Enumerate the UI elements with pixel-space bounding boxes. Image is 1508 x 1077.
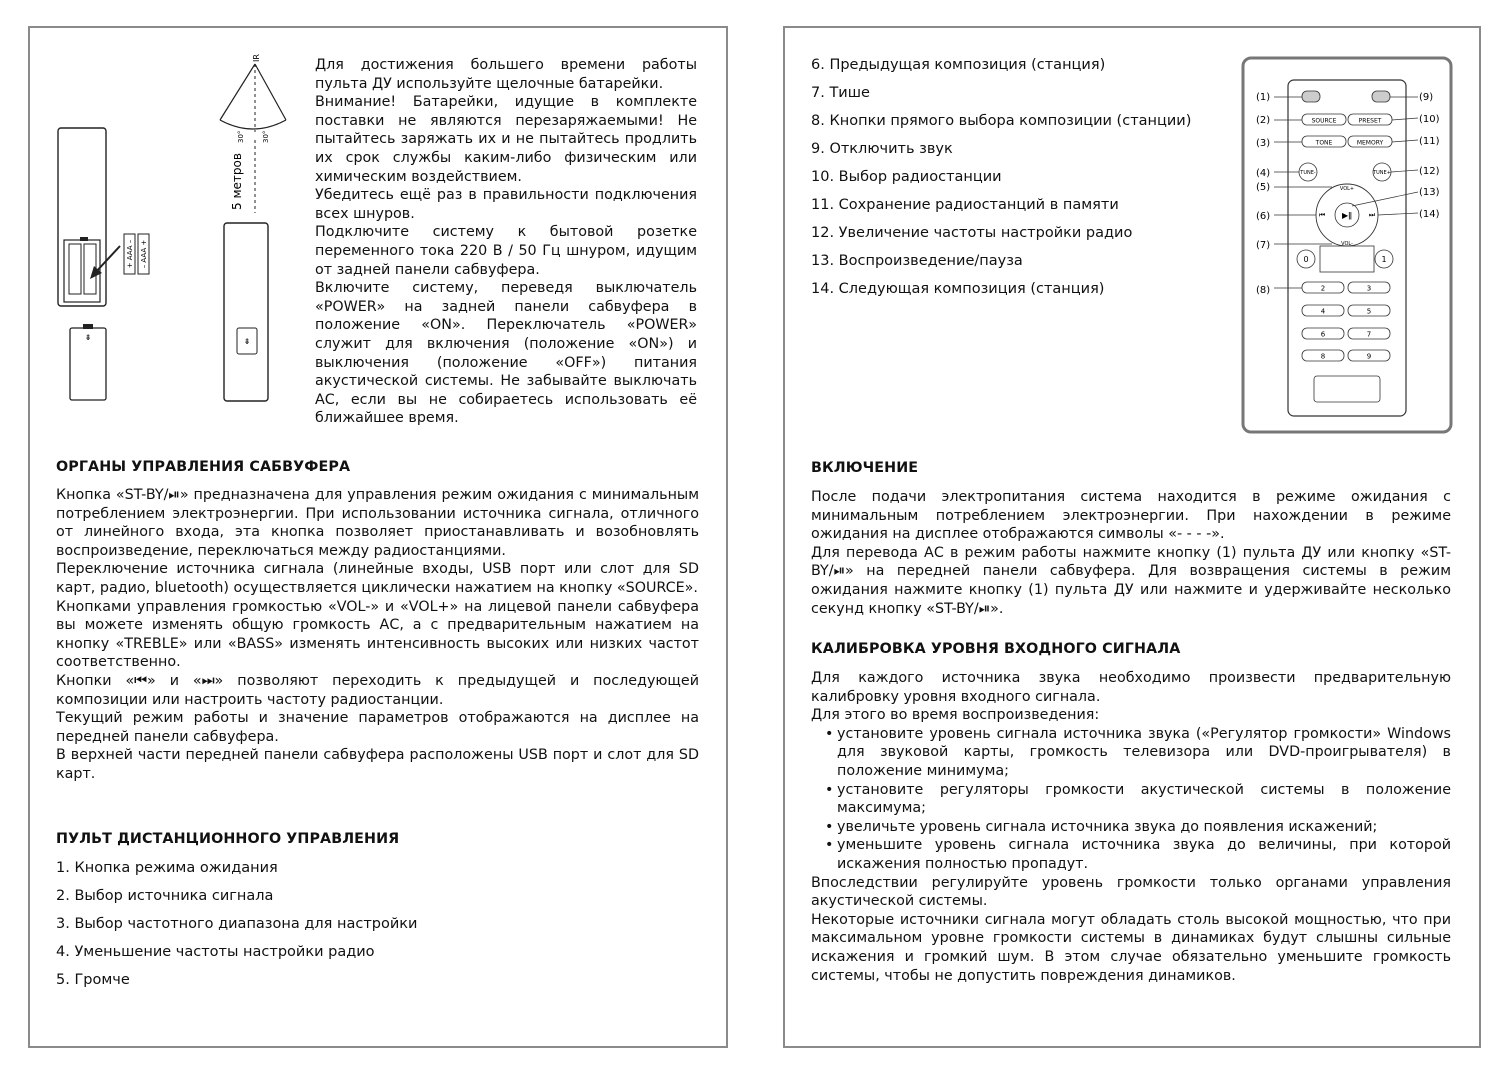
callout-13: (13) <box>1419 187 1440 198</box>
tune-minus-label: TUNE- <box>1300 170 1316 176</box>
controls-title: ОРГАНЫ УПРАВЛЕНИЯ САБВУФЕРА <box>56 459 351 475</box>
mute-button[interactable] <box>1372 91 1390 102</box>
digit-6-label: 6 <box>1320 330 1326 339</box>
digit-9-label: 9 <box>1366 352 1372 361</box>
remote-symbol-icon: ⇟ <box>243 337 251 346</box>
vol-plus-label[interactable]: VOL+ <box>1339 186 1355 192</box>
distance-label: 5 метров <box>230 153 244 210</box>
controls-paragraph: В верхней части передней панели сабвуфера расположены USB порт и слот для SD карт. <box>56 747 699 782</box>
calib-intro: Для каждого источника звука необходимо произвести предварительную калибровку уровня входного сигнала. <box>811 670 1451 705</box>
callout-1: (1) <box>1256 92 1271 103</box>
battery-cell-shape <box>69 244 81 294</box>
lid-latch-shape <box>83 324 93 329</box>
calib-intro: Для этого во время воспроизведения: <box>811 707 1100 724</box>
callout-12: (12) <box>1419 166 1440 177</box>
remote-list-item: 3. Выбор частотного диапазона для настройки <box>56 916 418 932</box>
memory-label: MEMORY <box>1356 139 1384 147</box>
remote-list-item: 11. Сохранение радиостанций в памяти <box>811 197 1119 213</box>
callout-9: (9) <box>1419 92 1434 103</box>
controls-paragraph: Переключение источника сигнала (линейные входы, USB порт или слот для SD карт, радио, bluetooth) осуществляется циклически нажатием на кнопку «SOURCE». <box>56 561 699 596</box>
battery-label-1: + AAA – <box>126 239 134 269</box>
remote-list-item: 5. Громче <box>56 972 130 988</box>
intro-text-block <box>315 56 697 428</box>
play-pause-icon: ▶ǁ <box>1341 211 1353 220</box>
remote-title: ПУЛЬТ ДИСТАНЦИОННОГО УПРАВЛЕНИЯ <box>56 831 400 847</box>
controls-paragraph: Кнопки «⏮» и «⏭» позволяют переходить к предыдущей и последующей композиции или настроить частоту радиостанции. <box>56 672 699 708</box>
ir-cone-arc <box>220 120 286 129</box>
remote-diagram <box>1240 56 1456 436</box>
remote-list-item: 2. Выбор источника сигнала <box>56 888 274 904</box>
callout-6: (6) <box>1256 211 1271 222</box>
digit-3-label: 3 <box>1366 284 1372 293</box>
remote-bottom-panel <box>1314 376 1380 402</box>
tone-label: TONE <box>1315 139 1333 147</box>
callout-14: (14) <box>1419 209 1440 220</box>
remote-list-item: 14. Следующая композиция (станция) <box>811 281 1105 297</box>
intro-paragraph: Подключите систему к бытовой розетке переменного тока 220 В / 50 Гц шнуром, идущим от задней панели сабвуфера. <box>315 224 697 278</box>
remote-body-shape <box>1288 80 1406 416</box>
remote-list-item: 12. Увеличение частоты настройки радио <box>811 225 1133 241</box>
battery-ir-figure <box>50 48 305 408</box>
controls-paragraph: Кнопка «ST-BY/⏯» предназначена для управления режим ожидания с минимальным потреблением электроэнергии. При использовании источника сигнала, отличного от линейного входа, эта кнопка позволяет приостанавливать и возобновлять воспроизведение, переключаться между радиостанциями. <box>56 487 699 559</box>
digit-5-label: 5 <box>1366 307 1372 316</box>
ir-cone-right-line <box>255 64 286 120</box>
calib-bullet-list <box>823 725 1451 874</box>
power-title: ВКЛЮЧЕНИЕ <box>811 460 919 476</box>
callout-7: (7) <box>1256 240 1271 251</box>
calib-bullet: • установите регуляторы громкости акустической системы в положение максимума; <box>837 781 1451 818</box>
vol-minus-label[interactable]: VOL- <box>1341 241 1353 247</box>
angle-left-label: 30° <box>237 130 245 143</box>
calib-title: КАЛИБРОВКА УРОВНЯ ВХОДНОГО СИГНАЛА <box>811 641 1181 657</box>
intro-paragraph: Внимание! Батарейки, идущие в комплекте поставки не являются перезаряжаемыми! Не пытайтесь заряжать их и не пытайтесь продлить их срок службы каким-либо физическим или химическим воздействием. <box>315 94 697 185</box>
callout-3: (3) <box>1256 138 1271 149</box>
preset-label: PRESET <box>1358 117 1382 125</box>
remote-list-item: 13. Воспроизведение/пауза <box>811 253 1023 269</box>
calib-bullet: • уменьшите уровень сигнала источника звука до величины, при которой искажения полностью пропадут. <box>837 836 1451 873</box>
remote-front-shape <box>224 223 268 401</box>
calib-outro: Впоследствии регулируйте уровень громкости только органами управления акустической системы. <box>811 874 1451 910</box>
prev-icon[interactable]: ⏮ <box>1318 211 1326 219</box>
ir-label: IR <box>252 54 261 62</box>
callout-5: (5) <box>1256 182 1271 193</box>
intro-paragraph: Для достижения большего времени работы пульта ДУ используйте щелочные батарейки. <box>315 57 697 92</box>
remote-section-left <box>56 831 699 989</box>
remote-list-item: 4. Уменьшение частоты настройки радио <box>56 944 375 960</box>
power-paragraph: После подачи электропитания система находится в режиме ожидания с минимальным потреблением электроэнергии. При нахождении в режиме ожидания на дисплее отображаются символы «- - - -». <box>811 489 1451 543</box>
remote-back-shape <box>58 128 106 306</box>
calib-bullet: • увеличьте уровень сигнала источника звука до появления искажений; <box>837 818 1451 837</box>
remote-list-item: 7. Тише <box>811 85 870 101</box>
source-label: SOURCE <box>1311 117 1337 125</box>
callout-8: (8) <box>1256 285 1271 296</box>
controls-paragraph: Текущий режим работы и значение параметров отображаются на дисплее на передней панели сабвуфера. <box>56 710 699 745</box>
controls-section <box>56 459 699 784</box>
callout-11: (11) <box>1419 136 1440 147</box>
calib-outro: Некоторые источники сигнала могут обладать столь высокой мощностью, что при максимальном уровне громкости системы в динамиках будут слышны сильные искажения и громкий шум. В этом случае обязательно уменьшите громкость системы, чтобы не допустить повреждения динамиков. <box>811 911 1451 984</box>
remote-list-item: 8. Кнопки прямого выбора композиции (станции) <box>811 113 1192 129</box>
remote-list-item: 9. Отключить звук <box>811 141 953 157</box>
remote-list-item: 1. Кнопка режима ожидания <box>56 860 278 876</box>
angle-right-label: 30° <box>262 130 270 143</box>
power-section <box>811 460 1451 618</box>
intro-paragraph: Включите систему, переведя выключатель «POWER» на задней панели сабвуфера в положение «ON». Переключатель «POWER» служит для включения (положение «ON») и выключения (положение «OFF») питания акустической системы. Не забывайте выключать АС, если вы не собираетесь использовать её ближайшее время. <box>315 280 697 427</box>
digit-4-label: 4 <box>1320 307 1326 316</box>
callout-2: (2) <box>1256 115 1271 126</box>
digit-1-label: 1 <box>1381 255 1387 264</box>
digit-2-label: 2 <box>1320 284 1326 293</box>
remote-section-right <box>811 56 1231 298</box>
digit-7-label: 7 <box>1366 330 1372 339</box>
next-icon[interactable]: ⏭ <box>1368 211 1376 219</box>
controls-paragraph: Кнопками управления громкостью «VOL-» и «VOL+» на лицевой панели сабвуфера вы можете изменять общую громкость АС, а с предварительным нажатием на кнопку «TREBLE» или «BASS» изменять интенсивность высоких или низких частот соответственно. <box>56 598 699 671</box>
calib-bullet: • установите уровень сигнала источника звука («Регулятор громкости» Windows для звуковой карты, громкость телевизора или DVD-проигрывателя) в положение минимума; <box>837 725 1451 781</box>
ir-cone-left-line <box>220 64 255 120</box>
digit-0-label: 0 <box>1303 255 1309 264</box>
battery-tab-shape <box>80 237 88 241</box>
tune-plus-label: TUNE+ <box>1373 170 1391 176</box>
lid-symbol-icon: ⇟ <box>84 333 92 342</box>
battery-label-2: – AAA + <box>140 239 148 269</box>
digit-8-label: 8 <box>1320 352 1326 361</box>
intro-paragraph: Убедитесь ещё раз в правильности подключения всех шнуров. <box>315 187 697 222</box>
callout-4: (4) <box>1256 168 1271 179</box>
callout-10: (10) <box>1419 114 1440 125</box>
center-panel-shape <box>1320 246 1374 272</box>
digit-grid <box>1302 282 1390 361</box>
calibration-section <box>811 641 1451 985</box>
power-button[interactable] <box>1302 91 1320 102</box>
remote-list-item: 10. Выбор радиостанции <box>811 169 1002 185</box>
power-paragraph: Для перевода АС в режим работы нажмите кнопку (1) пульта ДУ или кнопку «ST-BY/⏯» на передней панели сабвуфера. Для возвращения системы в режим ожидания нажмите кнопку (1) пульта ДУ или нажмите и удерживайте несколько секунд кнопку «ST-BY/⏯». <box>811 544 1451 617</box>
remote-list-item: 6. Предыдущая композиция (станция) <box>811 57 1106 73</box>
